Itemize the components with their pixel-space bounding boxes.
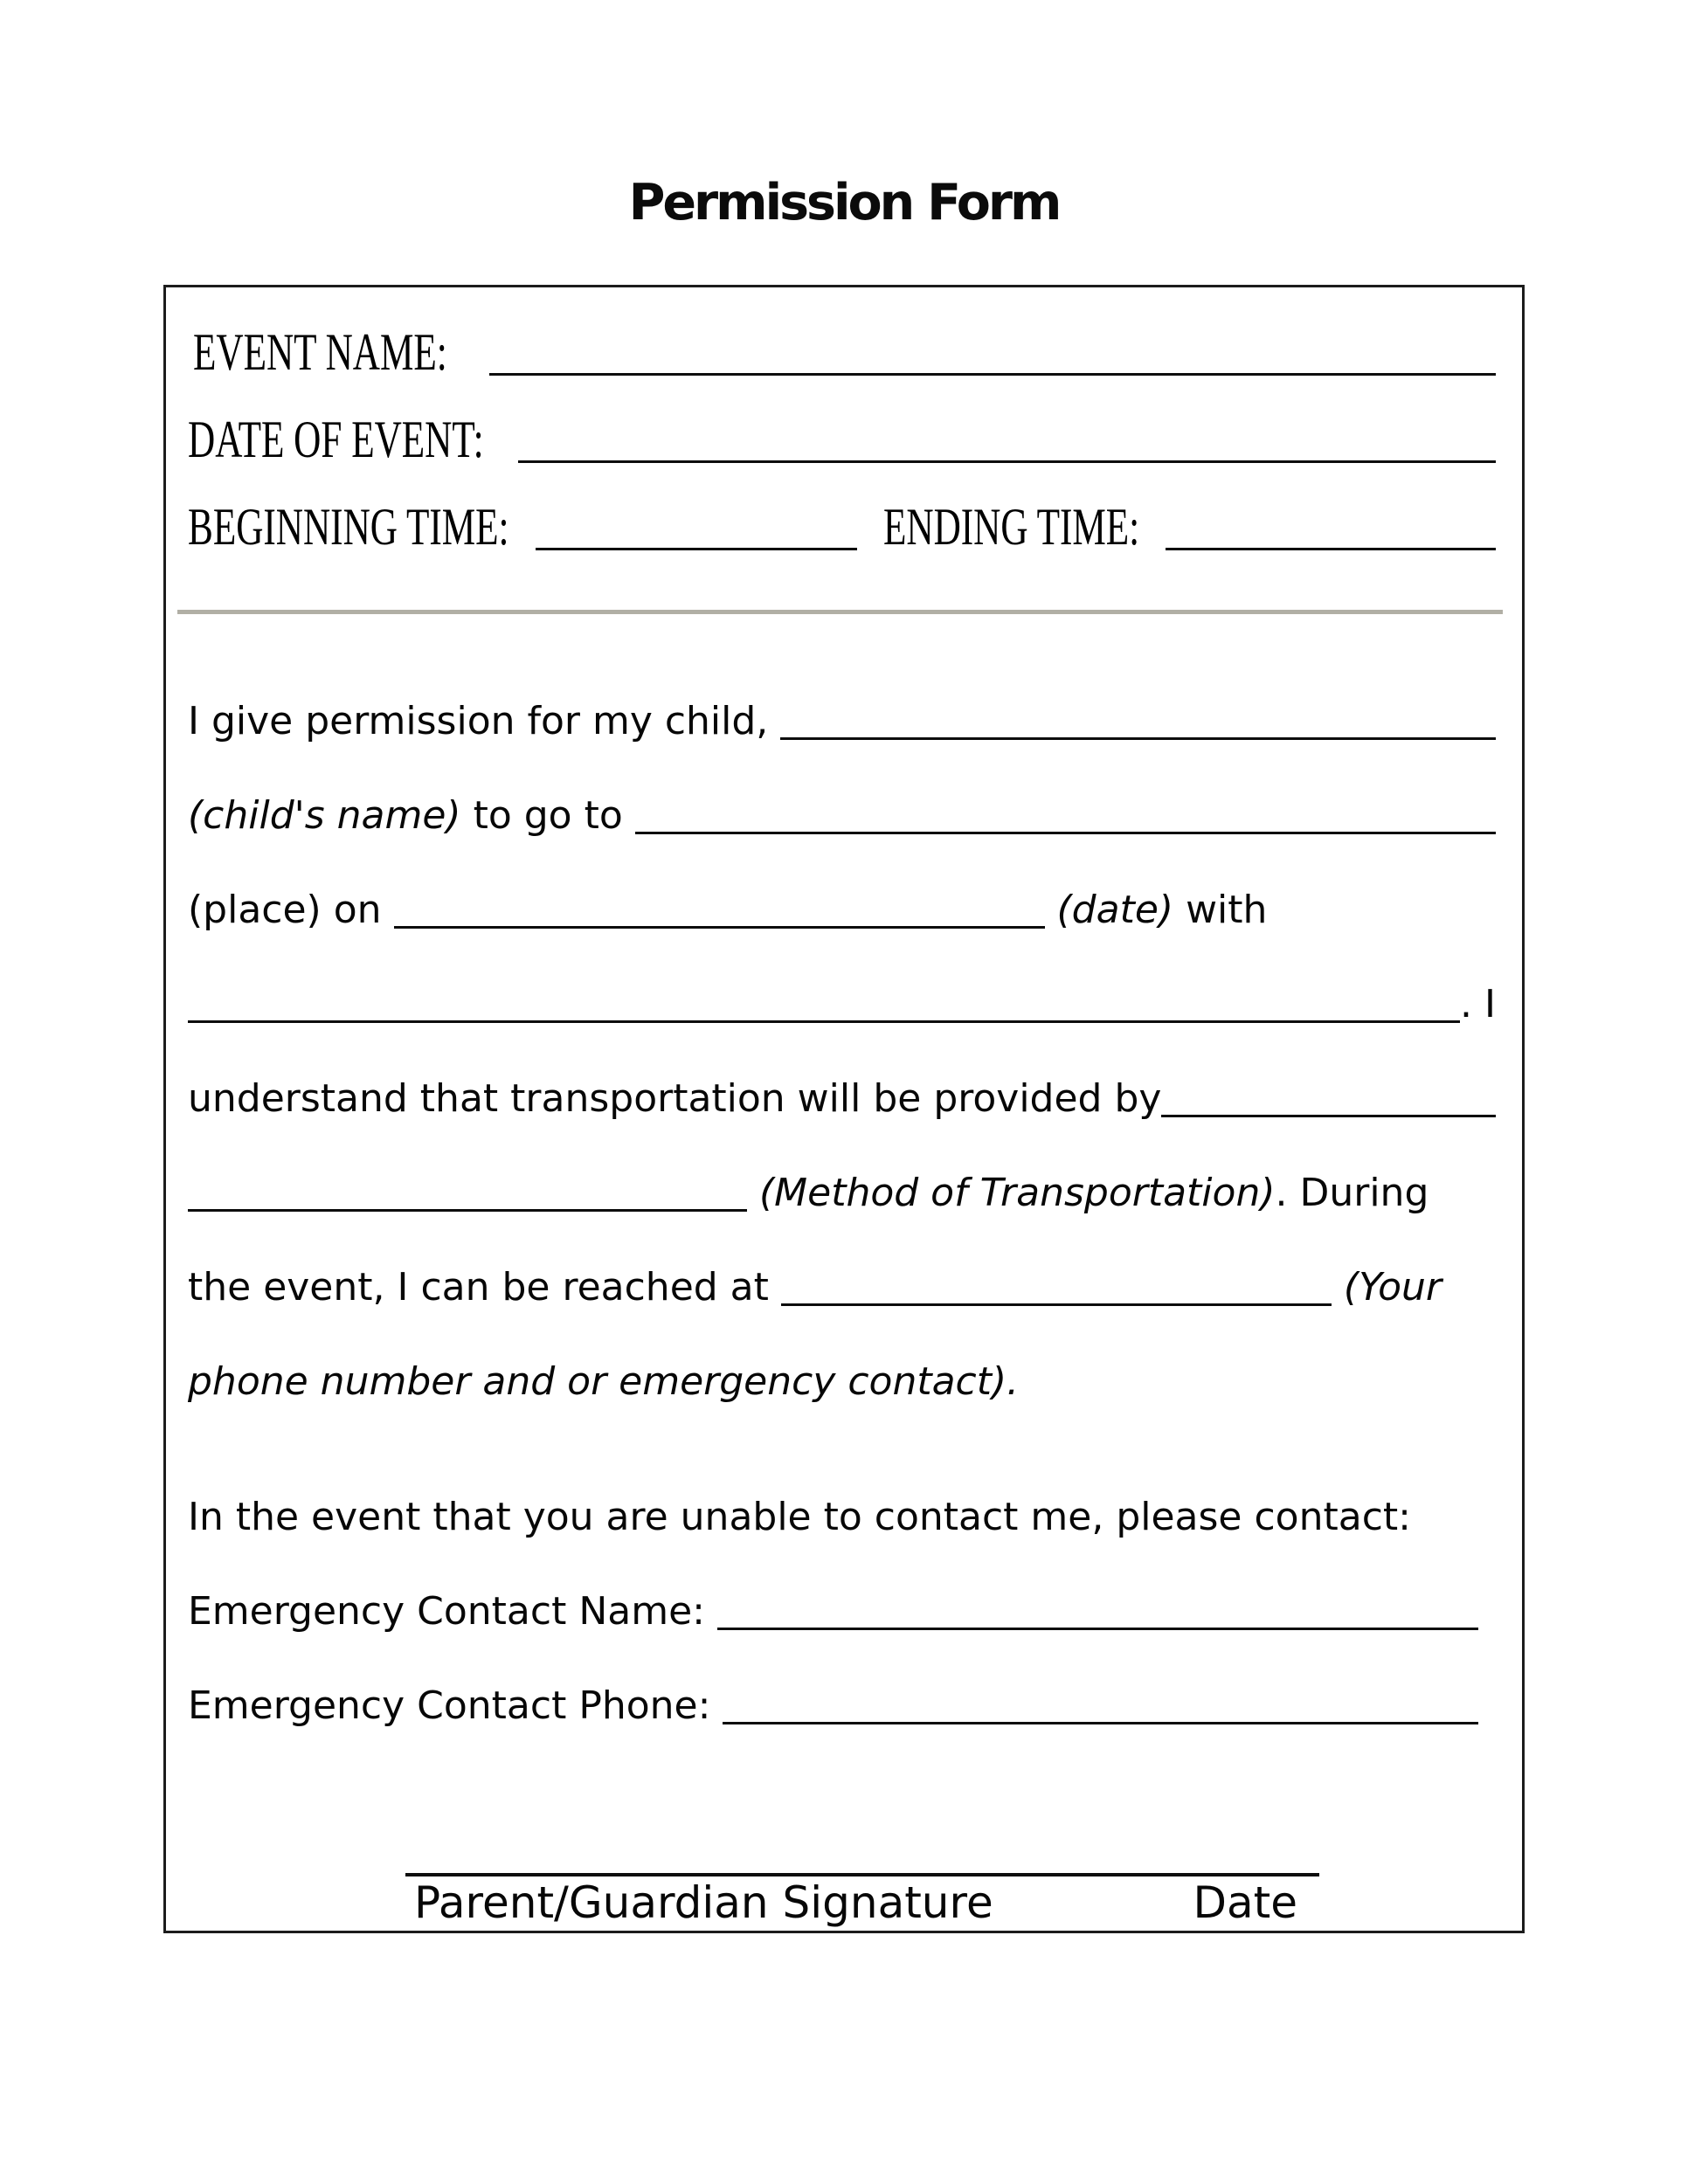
permission-line-3	[188, 863, 1496, 957]
times-row	[188, 483, 1496, 570]
form-box	[163, 285, 1525, 1933]
event-name-label: EVENT NAME:	[193, 323, 447, 381]
permission-line-7	[188, 1241, 1496, 1335]
child-name-hint: (child's name)	[188, 793, 461, 838]
date-of-event-row	[188, 396, 1496, 483]
emergency-name-blank	[717, 1628, 1478, 1630]
ending-time-label: ENDING TIME:	[883, 498, 1140, 556]
signature-block	[405, 1873, 1319, 1929]
event-name-blank	[489, 373, 1496, 376]
permission-line-1	[188, 674, 1496, 769]
emergency-intro-text: In the event that you are unable to contact me, please contact:	[188, 1495, 1411, 1539]
ending-time-blank	[1166, 548, 1496, 550]
signature-label: Parent/Guardian Signature	[414, 1877, 993, 1928]
signature-labels-row	[405, 1876, 1319, 1929]
date-label: Date	[1193, 1877, 1297, 1928]
emergency-name-row	[188, 1565, 1496, 1659]
permission-line-4	[188, 957, 1496, 1052]
emergency-section	[188, 1470, 1496, 1753]
beginning-time-label: BEGINNING TIME:	[188, 498, 509, 556]
date-hint: (date)	[1056, 888, 1174, 932]
contact-phone-hint-end: phone number and or emergency contact).	[188, 1359, 1020, 1404]
place-blank	[635, 832, 1496, 834]
transport-provider-blank	[1161, 1115, 1496, 1117]
transport-method-hint: (Method of Transportation)	[759, 1171, 1276, 1215]
permission-line-2	[188, 769, 1496, 863]
date-blank	[394, 926, 1045, 929]
date-of-event-label: DATE OF EVENT:	[188, 411, 484, 468]
event-name-row	[188, 308, 1496, 396]
permission-line-5	[188, 1052, 1496, 1146]
permission-line-5-text: understand that transportation will be provided by	[188, 1076, 1162, 1121]
permission-line-7-text: the event, I can be reached at	[188, 1265, 769, 1310]
emergency-intro-line	[188, 1470, 1496, 1565]
companion-blank	[188, 1020, 1460, 1023]
emergency-phone-label: Emergency Contact Phone:	[188, 1683, 711, 1728]
emergency-name-label: Emergency Contact Name:	[188, 1589, 705, 1634]
permission-line-8	[188, 1335, 1496, 1429]
contact-phone-hint-start: (Your	[1343, 1265, 1442, 1310]
contact-phone-blank	[781, 1303, 1332, 1306]
permission-line-2-text: to go to	[473, 793, 623, 838]
permission-line-3-text: with	[1186, 888, 1268, 932]
permission-line-1-text: I give permission for my child,	[188, 699, 769, 743]
permission-paragraph	[188, 674, 1496, 1429]
form-title: Permission Form	[628, 174, 1060, 232]
transport-method-blank	[188, 1209, 747, 1212]
date-of-event-blank	[518, 460, 1496, 463]
place-hint: (place) on	[188, 888, 382, 932]
emergency-phone-blank	[723, 1722, 1478, 1724]
permission-line-6	[188, 1146, 1496, 1241]
emergency-phone-row	[188, 1659, 1496, 1753]
child-name-blank	[780, 737, 1496, 740]
permission-line-4-text: . I	[1460, 982, 1496, 1026]
permission-line-6-text: . During	[1275, 1171, 1429, 1215]
beginning-time-blank	[536, 548, 857, 550]
section-divider	[177, 610, 1503, 614]
